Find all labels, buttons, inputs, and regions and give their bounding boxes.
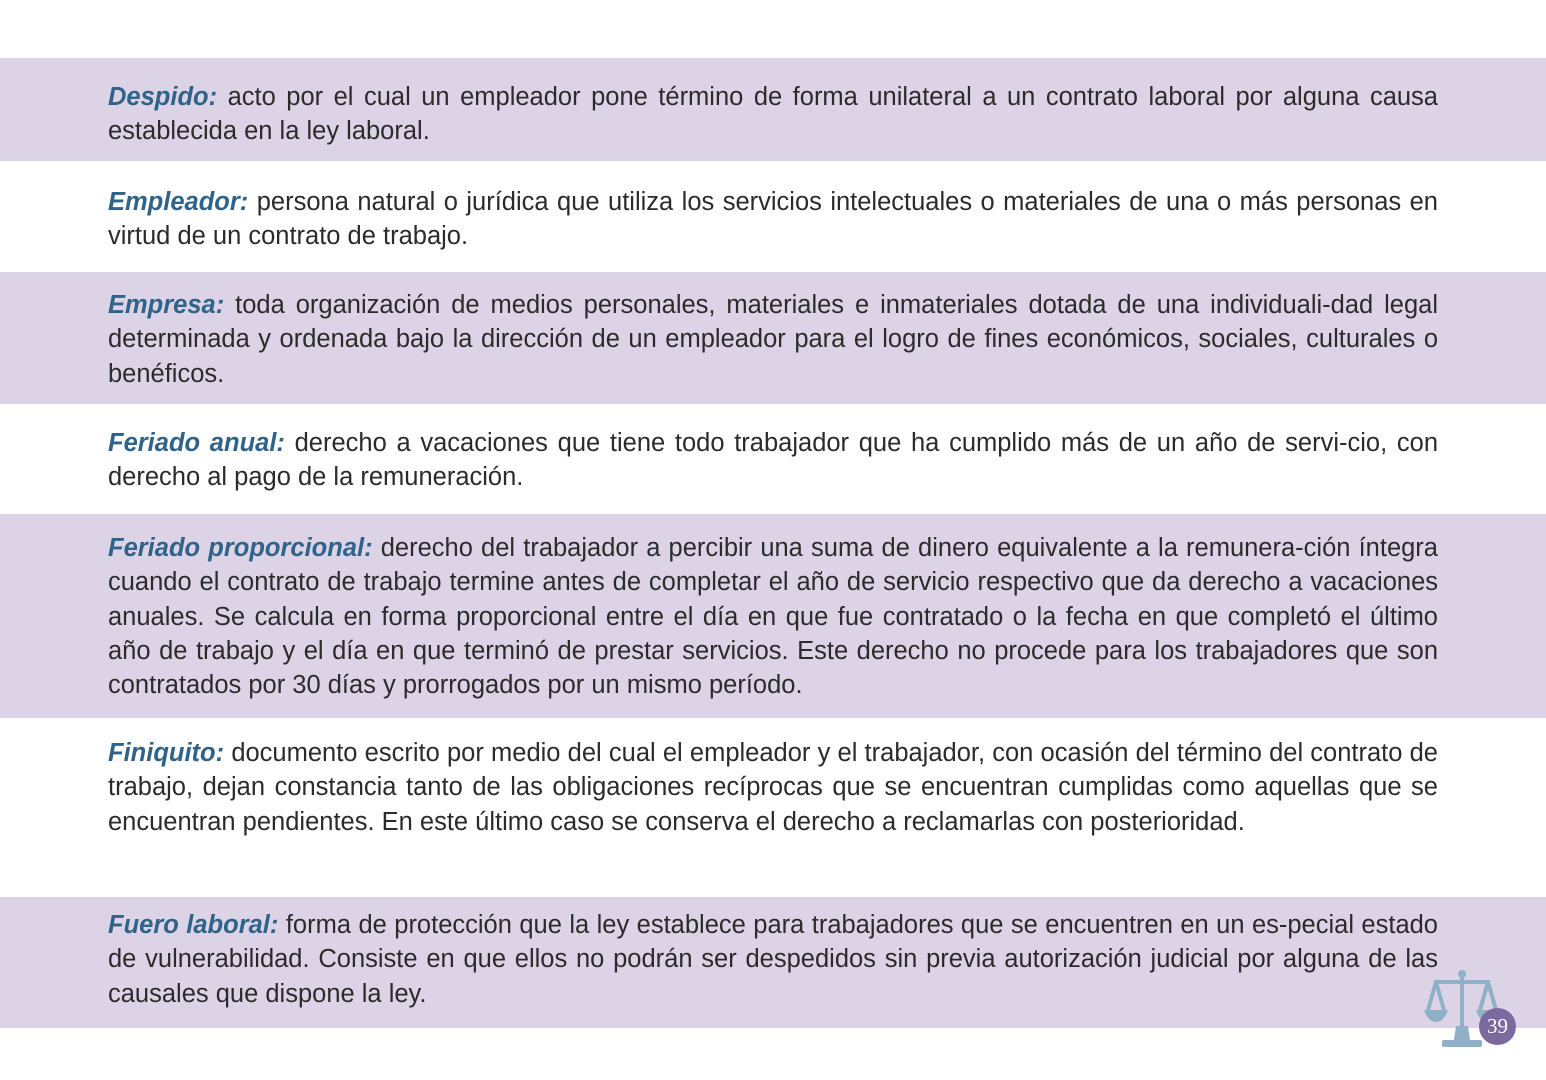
entry-definition: derecho a vacaciones que tiene todo trabajador que ha cumplido más de un año de servi-cio, con derecho al pago de la remuneración. xyxy=(108,429,1438,492)
entry-term: Feriado anual: xyxy=(108,429,285,457)
entry-term: Empleador: xyxy=(108,188,249,216)
entry-term: Finiquito: xyxy=(108,739,225,767)
page-number-badge: 39 xyxy=(1479,1008,1516,1045)
entry-term: Empresa: xyxy=(108,291,225,319)
glossary-entry-feriado-anual xyxy=(0,404,1546,514)
entry-text xyxy=(108,185,1438,254)
entry-text xyxy=(108,426,1438,495)
entry-definition: forma de protección que la ley establece para trabajadores que se encuentren en un es-pecial estado de vulnerabilidad. Consiste en que ellos no podrán ser despedidos sin previa autorización judicial por alguna de las causales que dispone la ley. xyxy=(108,911,1438,1008)
entry-text xyxy=(108,908,1438,1011)
glossary-entry-empleador xyxy=(0,161,1546,272)
glossary-entry-fuero-laboral xyxy=(0,897,1546,1028)
entry-text xyxy=(108,80,1438,149)
glossary-entry-feriado-proporcional xyxy=(0,514,1546,718)
entry-text xyxy=(108,736,1438,839)
entry-term: Fuero laboral: xyxy=(108,911,279,939)
entry-term: Feriado proporcional: xyxy=(108,534,373,562)
entry-definition: documento escrito por medio del cual el empleador y el trabajador, con ocasión del término del contrato de trabajo, dejan constancia tanto de las obligaciones recíprocas que se encuentran cumplidas como aquellas que se encuentran pendientes. En este último caso se conserva el derecho a reclamarlas con posterioridad. xyxy=(108,739,1438,836)
entry-definition: derecho del trabajador a percibir una suma de dinero equivalente a la remunera-ción íntegra cuando el contrato de trabajo termine antes de completar el año de servicio respectivo que da derecho a vacaciones anuales. Se calcula en forma proporcional entre el día en que fue contratado o la fecha en que completó el último año de trabajo y el día en que terminó de prestar servicios. Este derecho no procede para los trabajadores que son contratados por 30 días y prorrogados por un mismo período. xyxy=(108,534,1438,700)
entry-text xyxy=(108,288,1438,391)
entry-definition: persona natural o jurídica que utiliza los servicios intelectuales o materiales de una o más personas en virtud de un contrato de trabajo. xyxy=(108,188,1438,251)
glossary-entry-despido xyxy=(0,58,1546,161)
entry-definition: acto por el cual un empleador pone término de forma unilateral a un contrato laboral por alguna causa establecida en la ley laboral. xyxy=(108,83,1438,146)
glossary-entry-empresa xyxy=(0,272,1546,404)
entry-term: Despido: xyxy=(108,83,218,111)
entry-text xyxy=(108,531,1438,702)
entry-definition: toda organización de medios personales, materiales e inmateriales dotada de una individuali-dad legal determinada y ordenada bajo la dirección de un empleador para el logro de fines económicos, sociales, culturales o benéficos. xyxy=(108,291,1438,388)
glossary-entry-finiquito xyxy=(0,718,1546,897)
